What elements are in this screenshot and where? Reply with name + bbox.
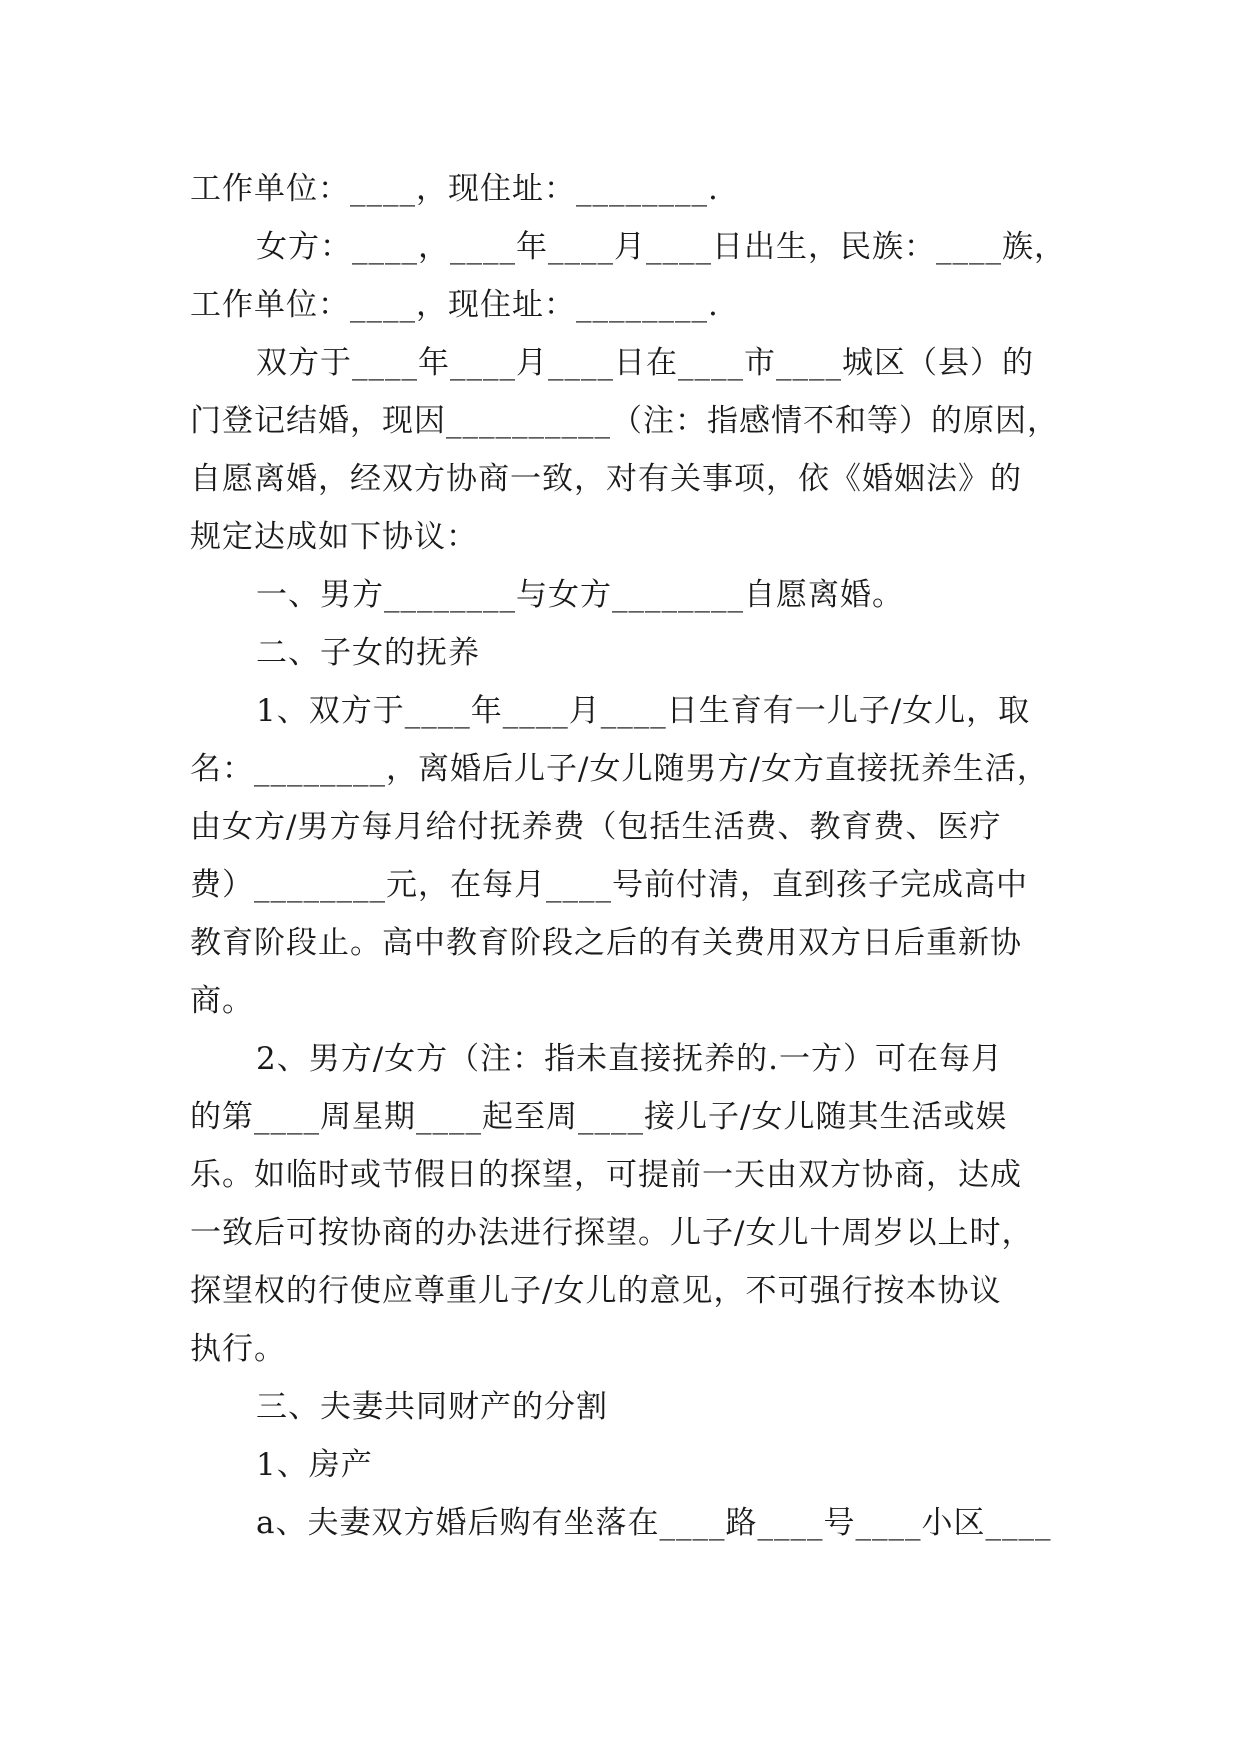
text-line: 自愿离婚，经双方协商一致，对有关事项，依《婚姻法》的 xyxy=(190,461,1022,497)
document-body xyxy=(190,160,1066,1552)
text-line: 的第____周星期____起至周____接儿子/女儿随其生活或娱 xyxy=(190,1099,1008,1135)
text-line: 二、子女的抚养 xyxy=(256,635,480,671)
text-line: 名：________，离婚后儿子/女儿随男方/女方直接抚养生活， xyxy=(190,751,1049,787)
text-line: 费）________元，在每月____号前付清，直到孩子完成高中 xyxy=(190,867,1028,903)
text-line: 商。 xyxy=(190,983,254,1019)
text-line: 三、夫妻共同财产的分割 xyxy=(256,1389,608,1425)
text-line: 工作单位：____，现住址：________. xyxy=(190,171,719,207)
text-line: 规定达成如下协议： xyxy=(190,519,478,555)
text-line: 乐。如临时或节假日的探望，可提前一天由双方协商，达成 xyxy=(190,1157,1022,1193)
text-line: 工作单位：____，现住址：________. xyxy=(190,287,719,323)
text-line: 执行。 xyxy=(190,1331,286,1367)
text-line: 2、男方/女方（注：指未直接抚养的.一方）可在每月 xyxy=(256,1041,1004,1077)
text-line: 一、男方________与女方________自愿离婚。 xyxy=(256,577,904,613)
text-line: 1、房产 xyxy=(256,1447,373,1483)
text-line: 教育阶段止。高中教育阶段之后的有关费用双方日后重新协 xyxy=(190,925,1022,961)
text-line: 探望权的行使应尊重儿子/女儿的意见，不可强行按本协议 xyxy=(190,1273,1002,1309)
text-line: 门登记结婚，现因__________（注：指感情不和等）的原因， xyxy=(190,403,1059,439)
text-line: 由女方/男方每月给付抚养费（包括生活费、教育费、医疗 xyxy=(190,809,1002,845)
text-line: 1、双方于____年____月____日生育有一儿子/女儿，取 xyxy=(256,693,1031,729)
text-line: 女方：____，____年____月____日出生，民族：____族， xyxy=(256,229,1066,265)
text-line: 一致后可按协商的办法进行探望。儿子/女儿十周岁以上时， xyxy=(190,1215,1034,1251)
text-line: 双方于____年____月____日在____市____城区（县）的 xyxy=(256,345,1034,381)
text-line: a、夫妻双方婚后购有坐落在____路____号____小区____ xyxy=(256,1505,1052,1541)
